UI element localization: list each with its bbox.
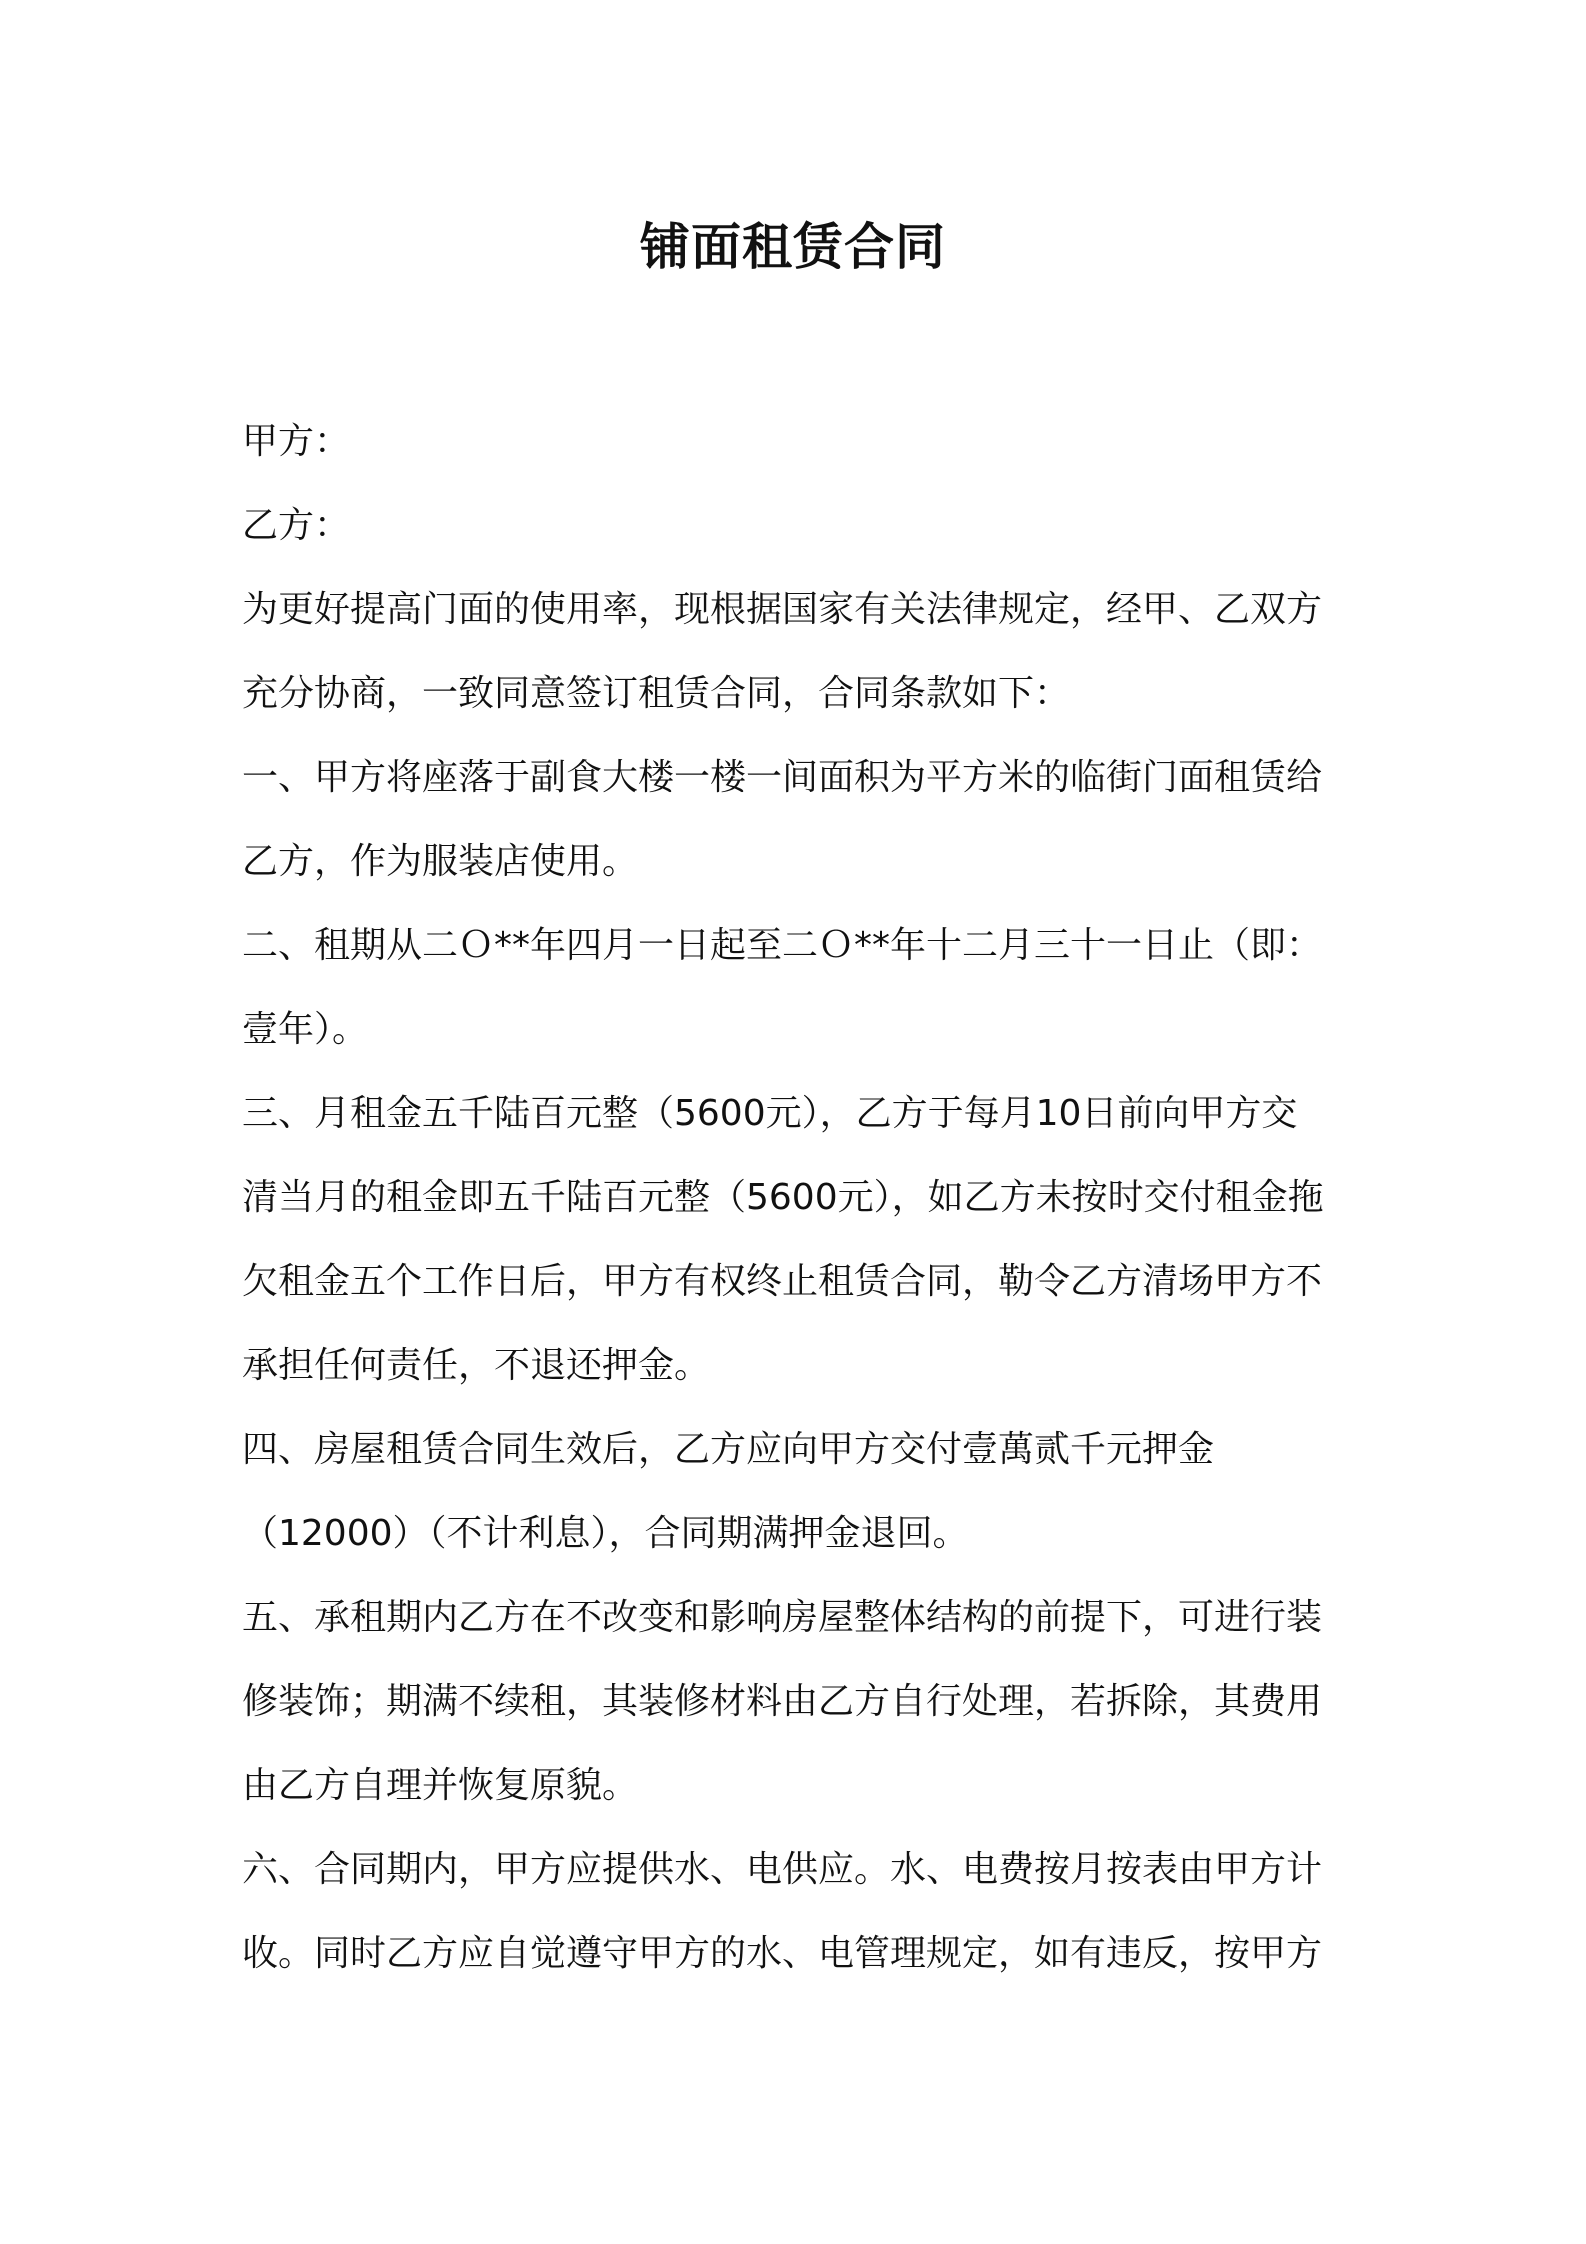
clause-2-line: 二、租期从二Ｏ**年四月一日起至二Ｏ**年十二月三十一日止（即： [242, 925, 1323, 966]
document-title: 铺面租赁合同 [640, 218, 946, 276]
clause-3-line: 三、月租金五千陆百元整（5600元），乙方于每月10日前向甲方交 [242, 1093, 1298, 1134]
clause-3-line: 清当月的租金即五千陆百元整（5600元），如乙方未按时交付租金拖 [242, 1177, 1324, 1218]
party-b-line: 乙方： [242, 505, 351, 546]
clause-6-line: 六、合同期内，甲方应提供水、电供应。水、电费按月按表由甲方计 [242, 1849, 1323, 1890]
clause-6-line: 收。同时乙方应自觉遵守甲方的水、电管理规定，如有违反，按甲方 [242, 1933, 1323, 1974]
clause-5-line: 五、承租期内乙方在不改变和影响房屋整体结构的前提下，可进行装 [242, 1597, 1323, 1638]
clause-1-line: 一、甲方将座落于副食大楼一楼一间面积为平方米的临街门面租赁给 [242, 757, 1323, 798]
clause-4-line: 四、房屋租赁合同生效后，乙方应向甲方交付壹萬贰千元押金 [242, 1429, 1215, 1470]
preamble-line: 为更好提高门面的使用率，现根据国家有关法律规定，经甲、乙双方 [242, 589, 1323, 630]
clause-3-line: 承担任何责任，不退还押金。 [242, 1345, 711, 1386]
document-body [242, 400, 1362, 1996]
clause-5-line: 修装饰；期满不续租，其装修材料由乙方自行处理，若拆除，其费用 [242, 1681, 1323, 1722]
party-a-line: 甲方： [242, 421, 351, 462]
preamble-line: 充分协商，一致同意签订租赁合同，合同条款如下： [242, 673, 1071, 714]
clause-2-line: 壹年）。 [242, 1009, 369, 1050]
clause-4-line: （12000）（不计利息），合同期满押金退回。 [242, 1513, 969, 1554]
clause-5-line: 由乙方自理并恢复原貌。 [242, 1765, 639, 1806]
clause-1-line: 乙方，作为服装店使用。 [242, 841, 639, 882]
clause-3-line: 欠租金五个工作日后，甲方有权终止租赁合同，勒令乙方清场甲方不 [242, 1261, 1323, 1302]
